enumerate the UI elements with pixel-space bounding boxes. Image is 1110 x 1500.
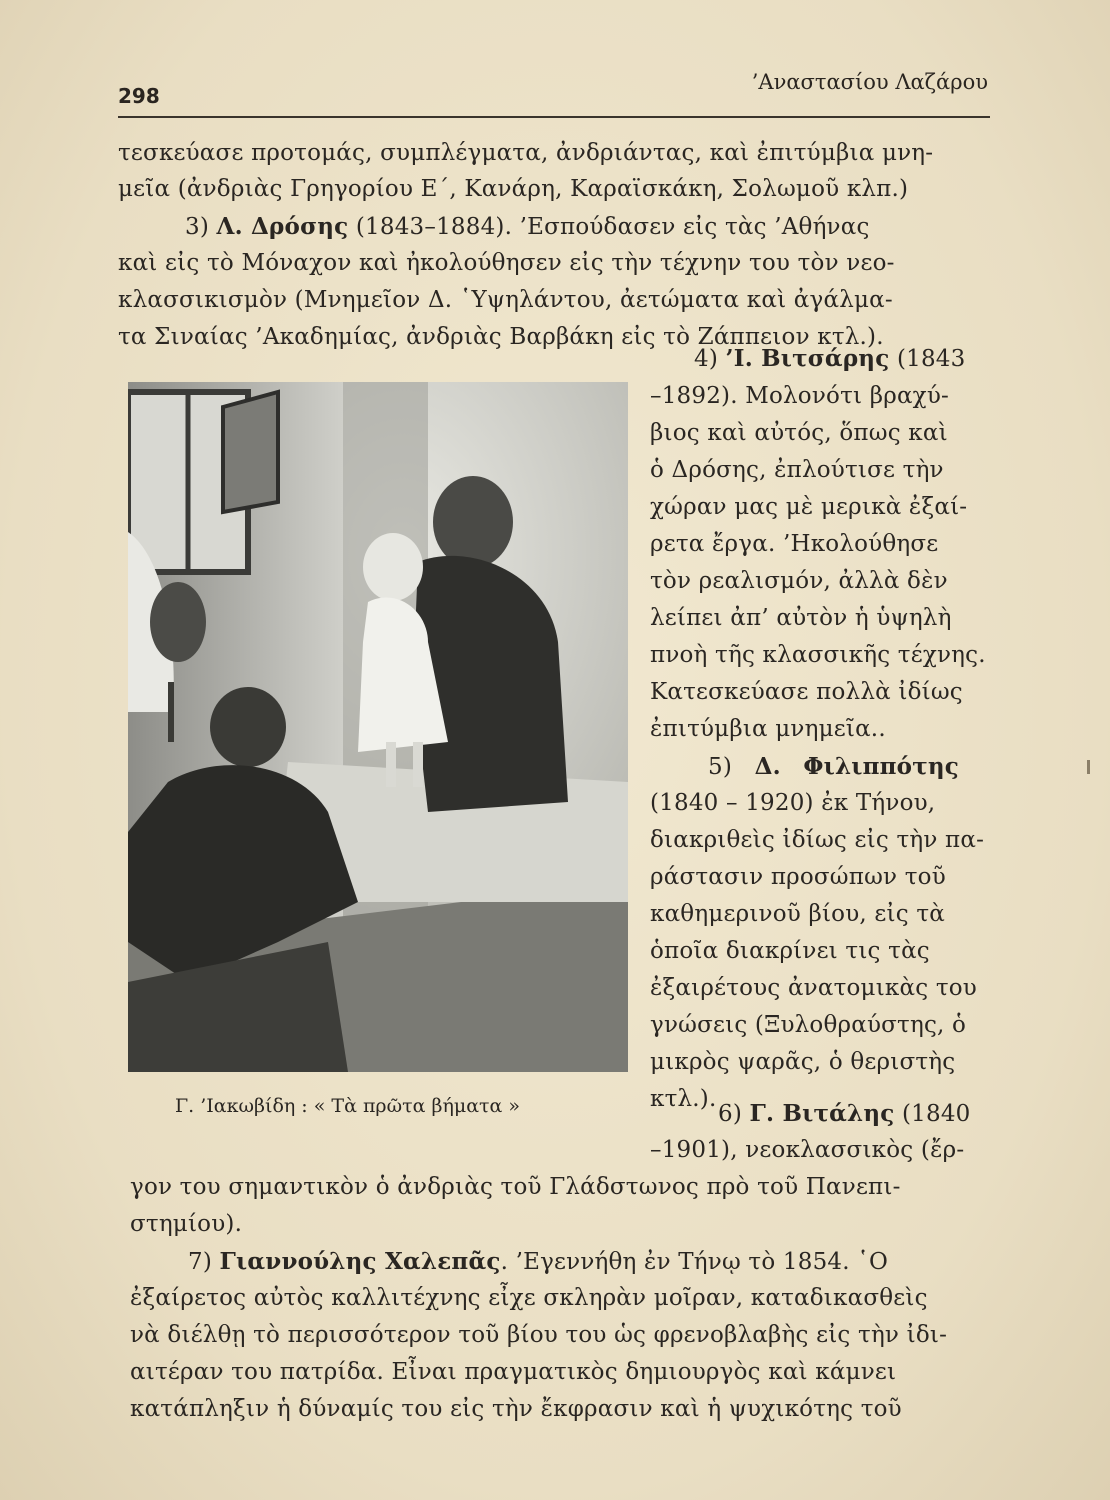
entry-number: 4) [694,346,719,372]
entry-text: (1843 [889,346,966,372]
text-line: ὁποῖα διακρίνει τις τὰς [650,938,930,964]
text-line: ἐξαιρέτους ἀνατομικὰς του [650,975,977,1001]
entry-text: (1843–1884). ’Εσπούδασεν εἰς τὰς ’Αθήνας [348,214,870,240]
text-line: μεῖα (ἀνδριὰς Γρηγορίου Ε΄, Κανάρη, Καραϊσκάκη, Σολωμοῦ κλπ.) [118,176,909,202]
text-line: νὰ διέλθῃ τὸ περισσότερον τοῦ βίου του ὡς φρενοβλαβὴς εἰς τὴν ἰδι- [130,1322,948,1348]
entry-5-heading [708,753,959,780]
text-line: καὶ εἰς τὸ Μόναχον καὶ ἠκολούθησεν εἰς τὴν τέχνην του τὸν νεο- [118,250,895,276]
entry-text: (1840 [894,1101,971,1127]
artist-name: Γ. Βιτάλης [749,1100,895,1127]
text-line: αιτέραν του πατρίδα. Εἶναι πραγματικὸς δημιουργὸς καὶ κάμνει [130,1359,897,1385]
margin-mark [1087,760,1090,774]
painting-photo [128,382,628,1072]
text-line: μικρὸς ψαρᾶς, ὁ θεριστὴς [650,1049,956,1075]
text-line: τεσκεύασε προτομάς, συμπλέγματα, ἀνδριάντας, καὶ ἐπιτύμβια μνη- [118,140,934,166]
text-line: κτλ.). [650,1086,717,1112]
entry-text: . ’Εγεννήθη ἐν Τήνῳ τὸ 1854. ῾Ο [500,1249,889,1275]
entry-3-heading [185,213,870,240]
text-line: ρετα ἔργα. ’Ηκολούθησε [650,531,939,557]
entry-6-heading [718,1100,971,1127]
text-line: διακριθεὶς ἰδίως εἰς τὴν πα- [650,827,985,853]
running-title: ’Αναστασίου Λαζάρου [751,70,988,94]
entry-4-heading [694,345,965,372]
text-line: τα Σιναίας ’Ακαδημίας, ἀνδριὰς Βαρβάκη εἰς τὸ Ζάππειον κτλ.). [118,324,884,350]
text-line: κλασσικισμὸν (Μνημεῖον Δ. ῾Υψηλάντου, ἀετώματα καὶ ἀγάλμα- [118,287,893,313]
text-line: λείπει ἀπ’ αὐτὸν ἡ ὑψηλὴ [650,605,952,631]
text-line: πνοὴ τῆς κλασσικῆς τέχνης. [650,642,986,668]
page-number: 298 [118,84,160,108]
artist-name: Λ. Δρόσης [216,213,349,240]
text-line: γνώσεις (Ξυλοθραύστης, ὁ [650,1012,967,1038]
text-line: (1840 – 1920) ἐκ Τήνου, [650,790,936,816]
text-line: Κατεσκεύασε πολλὰ ἰδίως [650,679,963,705]
text-line: βιος καὶ αὐτός, ὅπως καὶ [650,420,948,446]
text-line: χώραν μας μὲ μερικὰ ἐξαί- [650,494,968,520]
header-rule [118,116,990,118]
artist-name: Φιλιππότης [803,753,960,780]
artist-initial: Δ. [754,753,781,780]
entry-number: 3) [185,214,210,240]
entry-number: 6) [718,1101,743,1127]
page-header [118,70,988,110]
text-line: –1901), νεοκλασσικὸς (ἔρ- [650,1137,965,1163]
text-line: –1892). Μολονότι βραχύ- [650,383,949,409]
text-line: ράστασιν προσώπων τοῦ [650,864,946,890]
text-line: ὁ Δρόσης, ἐπλούτισε τὴν [650,457,944,483]
figure-caption: Γ. ’Ιακωβίδη : « Τὰ πρῶτα βήματα » [175,1095,521,1117]
entry-number: 7) [188,1249,213,1275]
entry-7-heading [188,1248,888,1275]
text-line: τὸν ρεαλισμόν, ἀλλὰ δὲν [650,568,948,594]
artist-name: Γιαννούλης Χαλεπᾶς [219,1248,501,1275]
text-line: ἐξαίρετος αὐτὸς καλλιτέχνης εἶχε σκληρὰν μοῖραν, καταδικασθεὶς [130,1285,928,1311]
text-line: κατάπληξιν ἡ δύναμίς του εἰς τὴν ἔκφρασιν καὶ ἡ ψυχικότης τοῦ [130,1396,902,1422]
text-line: γον του σημαντικὸν ὁ ἀνδριὰς τοῦ Γλάδστωνος πρὸ τοῦ Πανεπι- [130,1174,901,1200]
text-line: καθημερινοῦ βίου, εἰς τὰ [650,901,946,927]
text-line: στημίου). [130,1211,243,1237]
entry-number: 5) [708,754,733,780]
painting-illustration [128,382,628,1072]
artist-name: ’Ι. Βιτσάρης [725,345,890,372]
text-line: ἐπιτύμβια μνημεῖα.. [650,716,886,742]
